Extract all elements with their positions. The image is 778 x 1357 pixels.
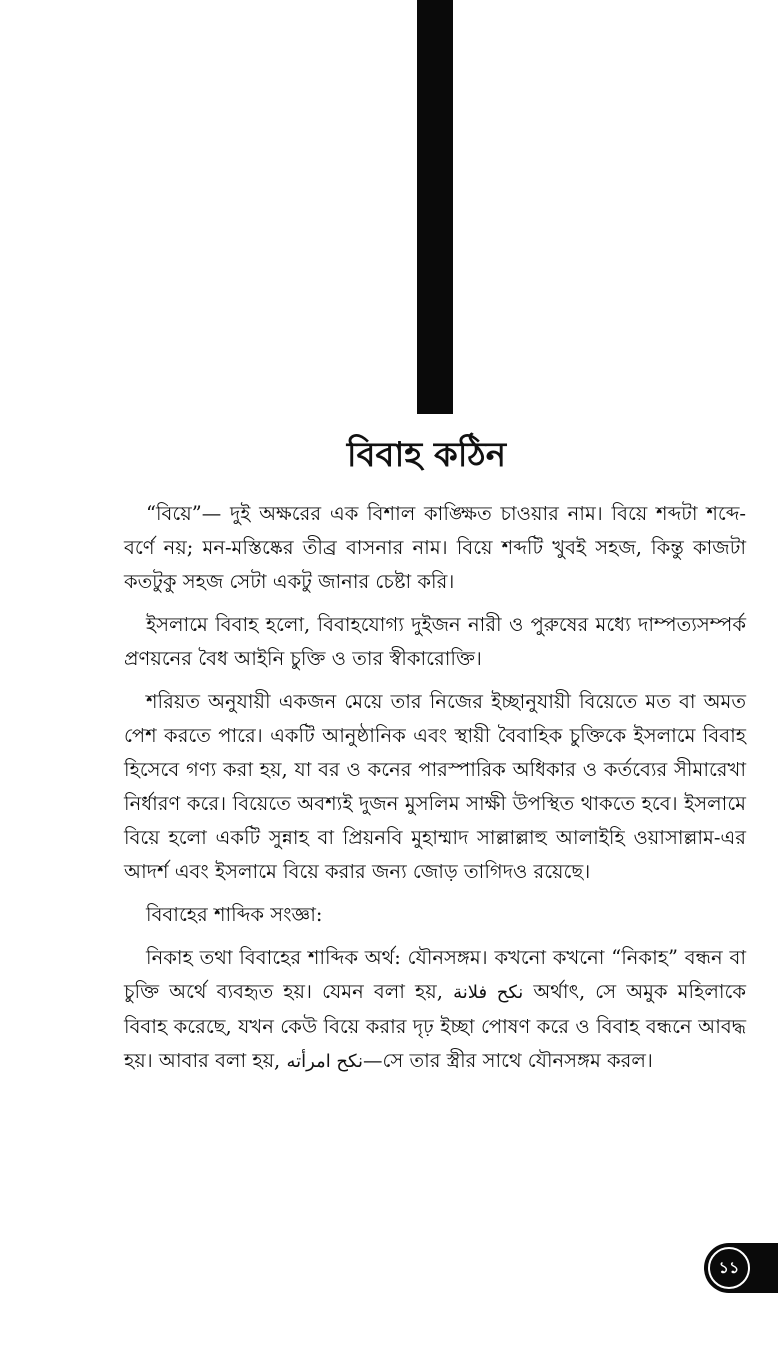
chapter-title: বিবাহ কঠিন — [346, 435, 506, 475]
paragraph-literal-meaning — [124, 941, 746, 1079]
paragraph-intro: “বিয়ে”— দুই অক্ষরের এক বিশাল কাঙ্ক্ষিত চাওয়ার নাম। বিয়ে শব্দটা শব্দে-বর্ণে নয়; মন-মস্তিষ্কের তীব্র বাসনার নাম। বিয়ে শব্দটি খুবই সহজ, কিন্তু কাজটা কতটুকু সহজ সেটা একটু জানার চেষ্টা করি। — [124, 502, 746, 593]
page-number: ১১ — [708, 1247, 750, 1289]
arabic-phrase-2: نكح امرأته — [286, 1051, 363, 1072]
page-number-badge — [704, 1243, 778, 1293]
arabic-phrase-1: نكح فلانة — [453, 982, 524, 1003]
literal-meaning-text-3: —সে তার স্ত্রীর সাথে যৌনসঙ্গম করল। — [362, 1049, 653, 1072]
paragraph-sharia: শরিয়ত অনুযায়ী একজন মেয়ে তার নিজের ইচ্ছানুযায়ী বিয়েতে মত বা অমত পেশ করতে পারে। একটি আনুষ্ঠানিক এবং স্থায়ী বৈবাহিক চুক্তিকে ইসলামে বিবাহ হিসেবে গণ্য করা হয়, যা বর ও কনের পারস্পারিক অধিকার ও কর্তব্যের সীমারেখা নির্ধারণ করে। বিয়েতে অবশ্যই দুজন মুসলিম সাক্ষী উপস্থিত থাকতে হবে। ইসলামে বিয়ে হলো একটি সুন্নাহ বা প্রিয়নবি মুহাম্মাদ সাল্লাল্লাহু আলাইহি ওয়াসাল্লাম-এর আদর্শ এবং ইসলামে বিয়ে করার জন্য জোড় তাগিদও রয়েছে। — [124, 690, 746, 883]
literal-meaning-text-2: অর্থাৎ, সে অমুক মহিলাকে বিবাহ করেছে, যখন কেউ বিয়ে করার দৃঢ় ইচ্ছা পোষণ করে ও বিবাহ বন্ধনে আবদ্ধ হয়। আবার বলা হয়, — [124, 980, 746, 1072]
paragraph-subheading: বিবাহের শাব্দিক সংজ্ঞা: — [146, 903, 323, 926]
literal-meaning-text-1: নিকাহ তথা বিবাহের শাব্দিক অর্থ: যৌনসঙ্গম। কখনো কখনো “নিকাহ” বন্ধন বা চুক্তি অর্থে ব্যবহৃত হয়। যেমন বলা হয়, — [124, 946, 746, 1003]
paragraph-definition: ইসলামে বিবাহ হলো, বিবাহযোগ্য দুইজন নারী ও পুরুষের মধ্যে দাম্পত্যসম্পর্ক প্রণয়নের বৈধ আইনি চুক্তি ও তার স্বীকারোক্তি। — [124, 613, 746, 670]
decorative-vertical-bar — [417, 0, 453, 414]
chapter-body — [124, 497, 746, 1088]
